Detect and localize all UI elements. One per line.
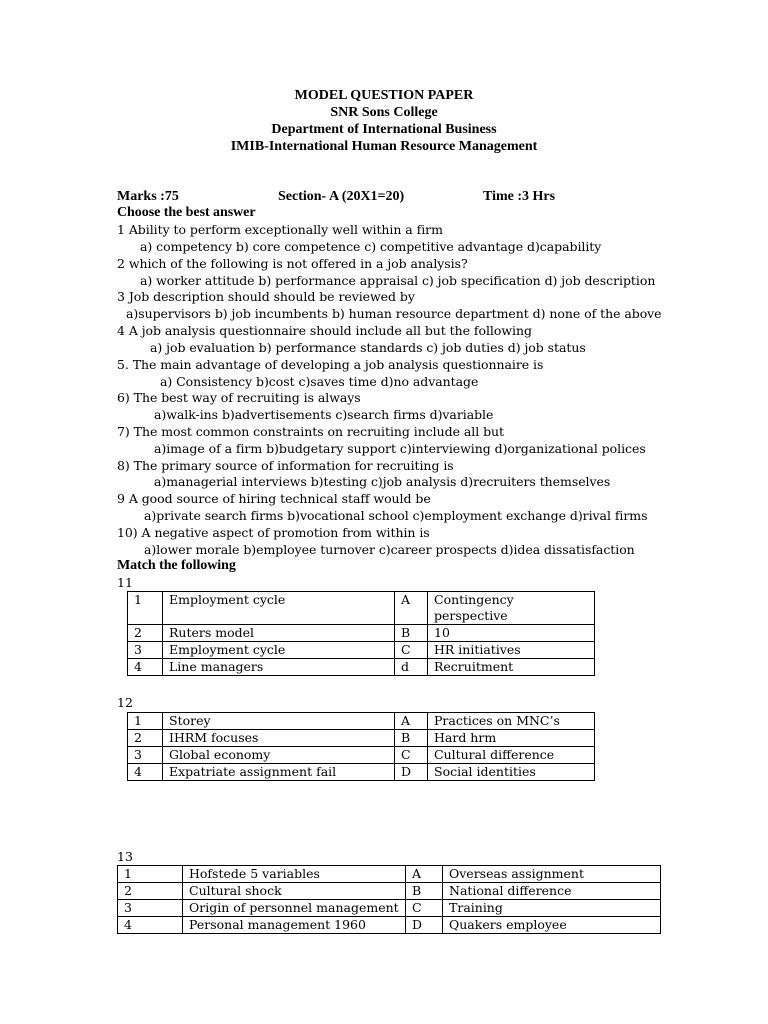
table-row: [118, 883, 661, 900]
match-table-11: [127, 591, 595, 676]
table-cell: Contingency perspective: [428, 592, 595, 625]
table-cell: Global economy: [163, 747, 395, 764]
match-heading: Match the following: [117, 558, 236, 573]
table-cell: 3: [128, 642, 163, 659]
table-row: [128, 659, 595, 676]
table-cell: A: [395, 713, 428, 730]
table-row: [128, 730, 595, 747]
table-row: [118, 917, 661, 934]
question-10-options: a)lower morale b)employee turnover c)career prospects d)idea dissatisfaction: [144, 542, 635, 557]
match-number-11: 11: [117, 575, 133, 590]
table-cell: 4: [128, 659, 163, 676]
table-cell: 4: [118, 917, 183, 934]
table-cell: D: [395, 764, 428, 781]
question-5: 5. The main advantage of developing a job analysis questionnaire is: [117, 357, 544, 372]
question-7: 7) The most common constraints on recruiting include all but: [117, 424, 504, 439]
table-cell: 4: [128, 764, 163, 781]
table-cell: D: [406, 917, 443, 934]
table-cell: Expatriate assignment fail: [163, 764, 395, 781]
course-name: IMIB-International Human Resource Management: [230, 139, 538, 154]
table-cell: Cultural difference: [428, 747, 595, 764]
question-6: 6) The best way of recruiting is always: [117, 390, 361, 405]
question-2-options: a) worker attitude b) performance appraisal c) job specification d) job description: [140, 273, 656, 288]
question-4: 4 A job analysis questionnaire should include all but the following: [117, 323, 532, 338]
question-6-options: a)walk-ins b)advertisements c)search firms d)variable: [154, 407, 494, 422]
question-8: 8) The primary source of information for recruiting is: [117, 458, 454, 473]
table-row: [118, 900, 661, 917]
table-row: [118, 866, 661, 883]
table-cell: Origin of personnel management: [183, 900, 406, 917]
question-10: 10) A negative aspect of promotion from within is: [117, 525, 430, 540]
table-cell: HR initiatives: [428, 642, 595, 659]
table-cell: Social identities: [428, 764, 595, 781]
table-cell: 10: [428, 625, 595, 642]
table-row: [128, 713, 595, 730]
table-row: [128, 642, 595, 659]
question-9: 9 A good source of hiring technical staff would be: [117, 491, 431, 506]
table-row: [128, 747, 595, 764]
question-1-options: a) competency b) core competence c) competitive advantage d)capability: [140, 239, 602, 254]
question-4-options: a) job evaluation b) performance standards c) job duties d) job status: [150, 340, 586, 355]
table-cell: Employment cycle: [163, 642, 395, 659]
time-label: Time :3 Hrs: [483, 189, 556, 204]
table-cell: 2: [118, 883, 183, 900]
table-cell: Hard hrm: [428, 730, 595, 747]
match-table-12: [127, 712, 595, 781]
table-cell: Training: [443, 900, 661, 917]
table-cell: 3: [128, 747, 163, 764]
table-cell: C: [395, 642, 428, 659]
table-cell: Recruitment: [428, 659, 595, 676]
table-cell: Quakers employee: [443, 917, 661, 934]
question-9-options: a)private search firms b)vocational school c)employment exchange d)rival firms: [144, 508, 648, 523]
table-cell: B: [395, 625, 428, 642]
match-number-12: 12: [117, 695, 133, 710]
table-cell: Hofstede 5 variables: [183, 866, 406, 883]
table-row: [128, 625, 595, 642]
question-8-options: a)managerial interviews b)testing c)job analysis d)recruiters themselves: [154, 474, 611, 489]
table-cell: 1: [128, 592, 163, 625]
table-cell: A: [406, 866, 443, 883]
table-cell: B: [395, 730, 428, 747]
marks-label: Marks :75: [117, 189, 179, 204]
table-cell: Practices on MNC’s: [428, 713, 595, 730]
table-cell: Employment cycle: [163, 592, 395, 625]
table-cell: Ruters model: [163, 625, 395, 642]
table-cell: Personal management 1960: [183, 917, 406, 934]
instruction: Choose the best answer: [117, 205, 256, 220]
table-row: [128, 592, 595, 625]
table-row: [128, 764, 595, 781]
question-7-options: a)image of a firm b)budgetary support c)interviewing d)organizational polices: [154, 441, 646, 456]
table-cell: 2: [128, 625, 163, 642]
department-name: Department of International Business: [271, 122, 497, 137]
question-5-options: a) Consistency b)cost c)saves time d)no advantage: [160, 374, 479, 389]
paper-title: MODEL QUESTION PAPER: [294, 88, 474, 103]
table-cell: d: [395, 659, 428, 676]
section-label: Section- A (20X1=20): [278, 189, 405, 204]
table-cell: 3: [118, 900, 183, 917]
question-3-options: a)supervisors b) job incumbents b) human resource department d) none of the above: [126, 306, 662, 321]
table-cell: Overseas assignment: [443, 866, 661, 883]
table-cell: Storey: [163, 713, 395, 730]
table-cell: C: [395, 747, 428, 764]
college-name: SNR Sons College: [330, 105, 438, 120]
table-cell: 2: [128, 730, 163, 747]
match-number-13: 13: [117, 849, 133, 864]
table-cell: 1: [118, 866, 183, 883]
table-cell: IHRM focuses: [163, 730, 395, 747]
table-cell: Cultural shock: [183, 883, 406, 900]
table-cell: A: [395, 592, 428, 625]
match-table-13: [117, 865, 661, 934]
table-cell: C: [406, 900, 443, 917]
question-1: 1 Ability to perform exceptionally well within a firm: [117, 222, 443, 237]
table-cell: B: [406, 883, 443, 900]
table-cell: National difference: [443, 883, 661, 900]
table-cell: 1: [128, 713, 163, 730]
question-2: 2 which of the following is not offered in a job analysis?: [117, 256, 468, 271]
table-cell: Line managers: [163, 659, 395, 676]
question-3: 3 Job description should should be reviewed by: [117, 289, 415, 304]
